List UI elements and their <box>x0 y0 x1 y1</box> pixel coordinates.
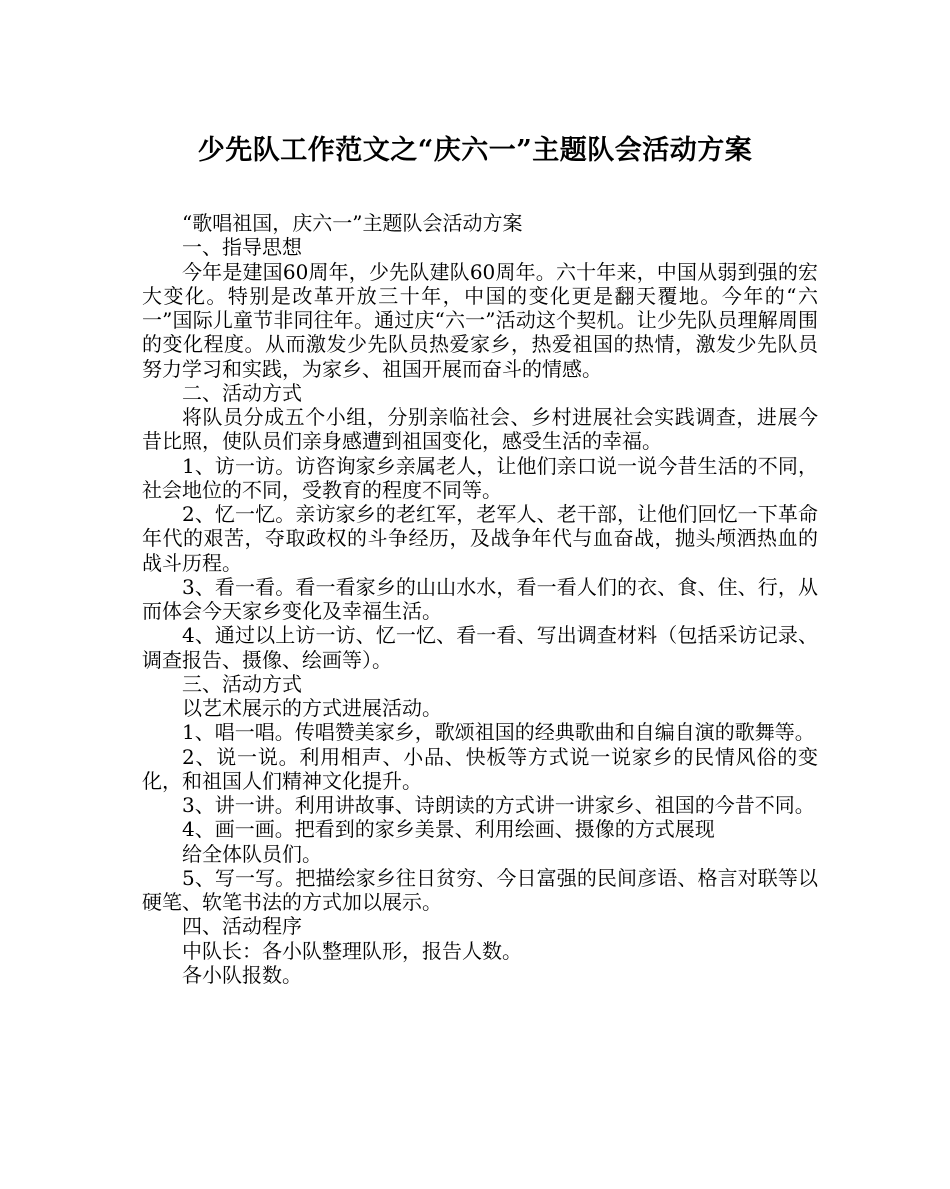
list-item-recall: 2、忆一忆。亲访家乡的老红军，老军人、老干部，让他们回忆一下革命年代的艰苦，夺取政权的斗争经历，及战争年代与血奋战，抛头颅洒热血的战斗历程。 <box>142 502 818 575</box>
list-item-write: 5、写一写。把描绘家乡往日贫穷、今日富强的民间彦语、格言对联等以硬笔、软笔书法的方式加以展示。 <box>142 865 818 914</box>
section-heading-activity-method: 二、活动方式 <box>182 380 302 405</box>
list-item-visit: 1、访一访。访咨询家乡亲属老人，让他们亲口说一说今昔生活的不同，社会地位的不同，受教育的程度不同等。 <box>142 453 818 502</box>
section-heading-activity-method-2: 三、活动方式 <box>182 671 302 696</box>
paragraph-squad-report: 各小队报数。 <box>182 962 302 987</box>
paragraph-squad-leader: 中队长：各小队整理队形，报告人数。 <box>182 938 522 963</box>
paragraph-group-division: 将队员分成五个小组，分别亲临社会、乡村进展社会实践调查，进展今昔比照，使队员们亲身感遭到祖国变化，感受生活的幸福。 <box>142 405 818 454</box>
document-body <box>142 211 818 987</box>
section-heading-procedure: 四、活动程序 <box>182 914 302 939</box>
list-item-tell: 3、讲一讲。利用讲故事、诗朗读的方式讲一讲家乡、祖国的今昔不同。 <box>182 793 815 817</box>
subtitle-line: “歌唱祖国，庆六一”主题队会活动方案 <box>182 211 523 235</box>
paragraph-art-display: 以艺术展示的方式进展活动。 <box>182 696 442 720</box>
document-title: 少先队工作范文之“庆六一”主题队会活动方案 <box>197 135 753 166</box>
list-item-draw-continued: 给全体队员们。 <box>182 841 322 866</box>
section-heading-guiding-thought: 一、指导思想 <box>182 235 302 260</box>
paragraph-guiding-thought: 今年是建国60周年，少先队建队60周年。六十年来，中国从弱到强的宏大变化。特别是改革开放三十年，中国的变化更是翻天覆地。今年的“六一”国际儿童节非同往年。通过庆“六一”活动这个契机。让少先队员理解周围的变化程度。从而激发少先队员热爱家乡，热爱祖国的热情，激发少先队员努力学习和实践，为家乡、祖国开展而奋斗的情感。 <box>142 259 818 381</box>
list-item-speak: 2、说一说。利用相声、小品、快板等方式说一说家乡的民情风俗的变化，和祖国人们精神文化提升。 <box>142 744 818 793</box>
list-item-write-survey: 4、通过以上访一访、忆一忆、看一看、写出调查材料（包括采访记录、调查报告、摄像、绘画等）。 <box>142 623 818 672</box>
list-item-draw: 4、画一画。把看到的家乡美景、利用绘画、摄像的方式展现 <box>182 817 715 842</box>
list-item-look: 3、看一看。看一看家乡的山山水水，看一看人们的衣、食、住、行，从而体会今天家乡变化及幸福生活。 <box>142 574 818 623</box>
list-item-sing: 1、唱一唱。传唱赞美家乡，歌颂祖国的经典歌曲和自编自演的歌舞等。 <box>182 720 815 745</box>
